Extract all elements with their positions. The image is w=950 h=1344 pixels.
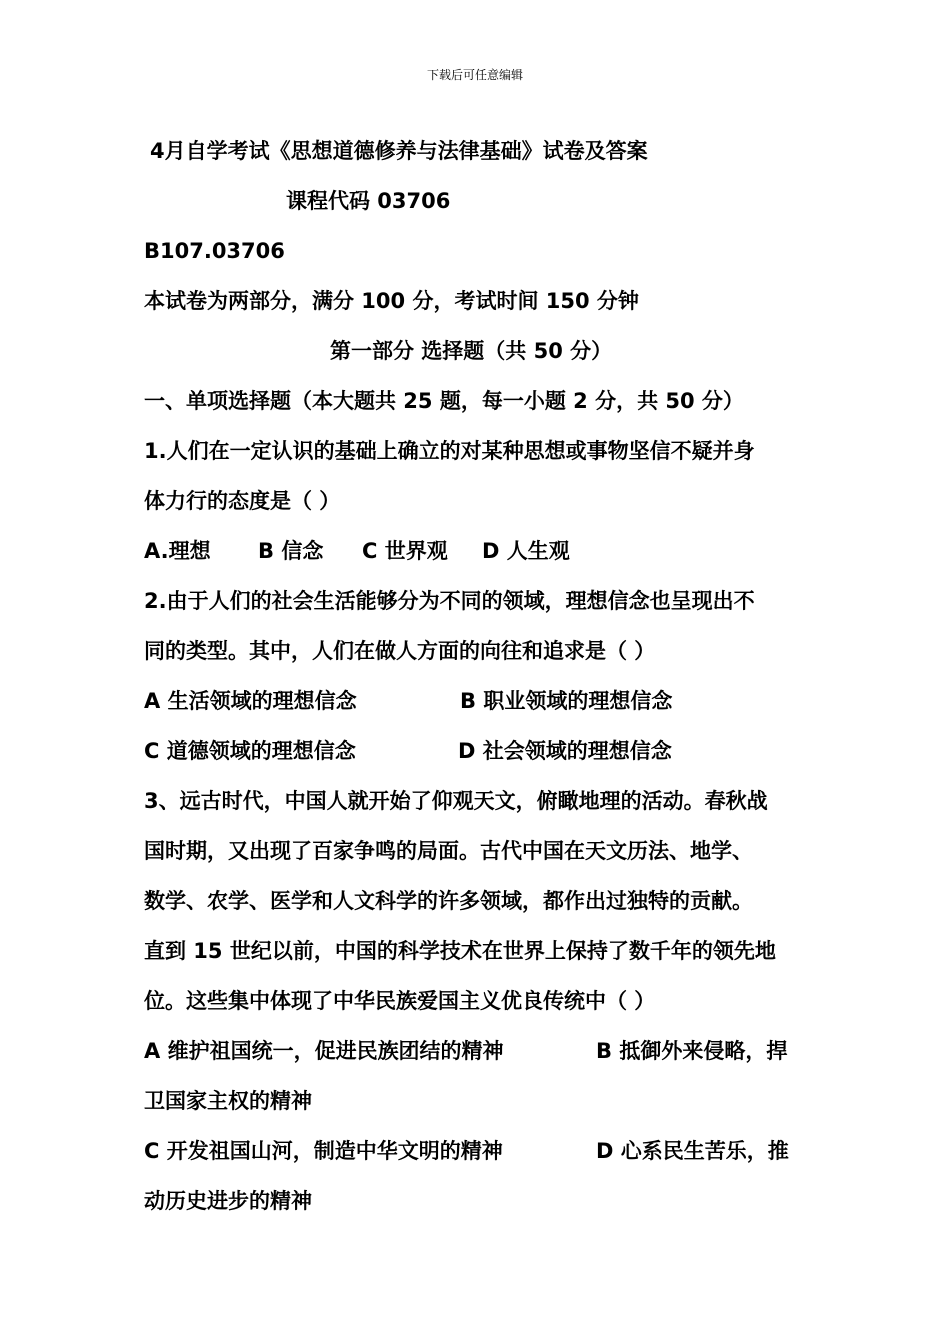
question-2-options-row-2	[144, 736, 672, 766]
question-3-line-5: 位。这些集中体现了中华民族爱国主义优良传统中（ ）	[144, 989, 656, 1013]
question-1-option-d: D 人生观	[482, 539, 570, 563]
question-3-options-row-1	[144, 1036, 787, 1066]
question-2-line-2: 同的类型。其中，人们在做人方面的向往和追求是（ ）	[144, 639, 656, 663]
question-3-option-c: C 开发祖国山河，制造中华文明的精神	[144, 1139, 503, 1163]
question-2-option-c: C 道德领域的理想信念	[144, 739, 356, 763]
question-3-option-d: D 心系民生苦乐，推	[596, 1139, 789, 1163]
question-2-option-d: D 社会领域的理想信念	[458, 739, 672, 763]
question-1-option-c: C 世界观	[362, 539, 448, 563]
section-title: 一、单项选择题（本大题共 25 题，每一小题 2 分，共 50 分）	[144, 389, 744, 413]
question-2-option-a: A 生活领域的理想信念	[144, 689, 357, 713]
question-3-option-b: B 抵御外来侵略，捍	[596, 1039, 788, 1063]
question-2-option-b: B 职业领域的理想信念	[460, 689, 673, 713]
document-title: 4月自学考试《思想道德修养与法律基础》试卷及答案	[150, 139, 648, 163]
question-3-line-2: 国时期，又出现了百家争鸣的局面。古代中国在天文历法、地学、	[144, 839, 753, 863]
header-note: 下载后可任意编辑	[426, 68, 523, 82]
question-1-line-1: 1.人们在一定认识的基础上确立的对某种思想或事物坚信不疑并身	[144, 439, 755, 463]
question-3-line-1: 3、远古时代，中国人就开始了仰观天文，俯瞰地理的活动。春秋战	[144, 789, 768, 813]
question-1-option-b: B 信念	[258, 539, 324, 563]
question-2-options-row-1	[144, 686, 672, 716]
question-1-option-a: A.理想	[144, 539, 211, 563]
question-3-option-a: A 维护祖国统一，促进民族团结的精神	[144, 1039, 504, 1063]
paper-code: B107.03706	[144, 239, 285, 263]
question-3-option-d-continued: 动历史进步的精神	[144, 1189, 312, 1213]
part-title: 第一部分 选择题（共 50 分）	[330, 339, 613, 363]
question-3-line-3: 数学、农学、医学和人文科学的许多领域，都作出过独特的贡献。	[144, 889, 753, 913]
exam-intro: 本试卷为两部分，满分 100 分，考试时间 150 分钟	[144, 289, 639, 313]
question-1-options	[144, 536, 570, 566]
question-3-line-4: 直到 15 世纪以前，中国的科学技术在世界上保持了数千年的领先地	[144, 939, 776, 963]
question-2-line-1: 2.由于人们的社会生活能够分为不同的领域，理想信念也呈现出不	[144, 589, 755, 613]
course-code: 课程代码 03706	[286, 189, 451, 213]
question-1-line-2: 体力行的态度是（ ）	[144, 489, 341, 513]
question-3-options-row-2	[144, 1136, 789, 1166]
question-3-option-b-continued: 卫国家主权的精神	[144, 1089, 312, 1113]
